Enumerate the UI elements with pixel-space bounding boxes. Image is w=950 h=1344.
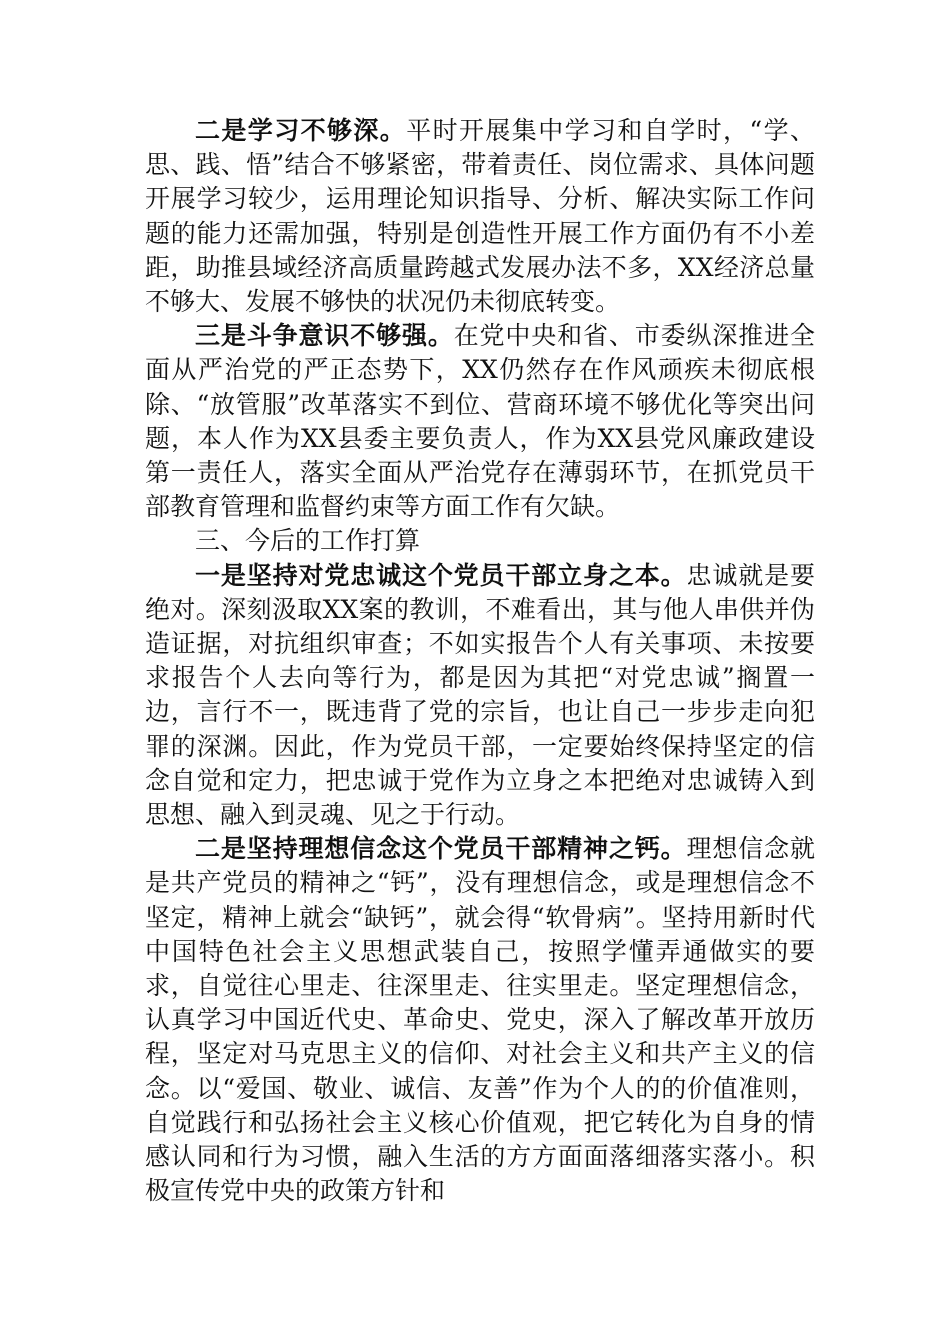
section-heading: 三、今后的工作打算 [195,526,421,556]
paragraph-loyalty [145,559,815,833]
paragraph-body: 在党中央和省、市委纵深推进全面从严治党的严正态势下，XX仍然存在作风顽疾未彻底根除、“放管服”改革落实不到位、营商环境不够优化等突出问题，本人作为XX县委主要负责人，作为XX县党风廉政建设第一责任人，落实全面从严治党存在薄弱环节，在抓党员干部教育管理和监督约束等方面工作有欠缺。 [145,321,815,522]
paragraph-ideals [145,832,815,1208]
paragraph-lead: 一是坚持对党忠诚这个党员干部立身之本。 [195,560,687,590]
paragraph-lead: 二是学习不够深。 [195,116,407,145]
paragraph-body: 平时开展集中学习和自学时，“学、思、践、悟”结合不够紧密，带着责任、岗位需求、具体问题开展学习较少，运用理论知识指导、分析、解决实际工作问题的能力还需加强，特别是创造性开展工作方面仍有不小差距，助推县域经济高质量跨越式发展办法不多，XX经济总量不够大、发展不够快的状况仍未彻底转变。 [145,116,815,317]
paragraph-body: 忠诚就是要绝对。深刻汲取XX案的教训，不难看出，其与他人串供并伪造证据，对抗组织审查；不如实报告个人有关事项、未按要求报告个人去向等行为，都是因为其把“对党忠诚”搁置一边，言行不一，既违背了党的宗旨，也让自己一步步走向犯罪的深渊。因此，作为党员干部，一定要始终保持坚定的信念自觉和定力，把忠诚于党作为立身之本把绝对忠诚铸入到思想、融入到灵魂、见之于行动。 [145,560,815,830]
paragraph-struggle-awareness [145,319,815,524]
paragraph-body: 理想信念就是共产党员的精神之“钙”，没有理想信念，或是理想信念不坚定，精神上就会“缺钙”，就会得“软骨病”。坚持用新时代中国特色社会主义思想武装自己，按照学懂弄通做实的要求，自觉往心里走、往深里走、往实里走。坚定理想信念，认真学习中国近代史、革命史、党史，深入了解改革开放历程，坚定对马克思主义的信仰、对社会主义和共产主义的信念。以“爱国、敬业、诚信、友善”作为个人的的价值准则，自觉践行和弘扬社会主义核心价值观，把它转化为自身的情感认同和行为习惯，融入生活的方方面面落细落实落小。积极宣传党中央的政策方针和 [145,834,815,1206]
paragraph-lead: 三是斗争意识不够强。 [195,321,454,351]
paragraph-study-depth [145,114,815,319]
paragraph-lead: 二是坚持理想信念这个党员干部精神之钙。 [195,834,687,864]
document-page [145,114,815,1209]
